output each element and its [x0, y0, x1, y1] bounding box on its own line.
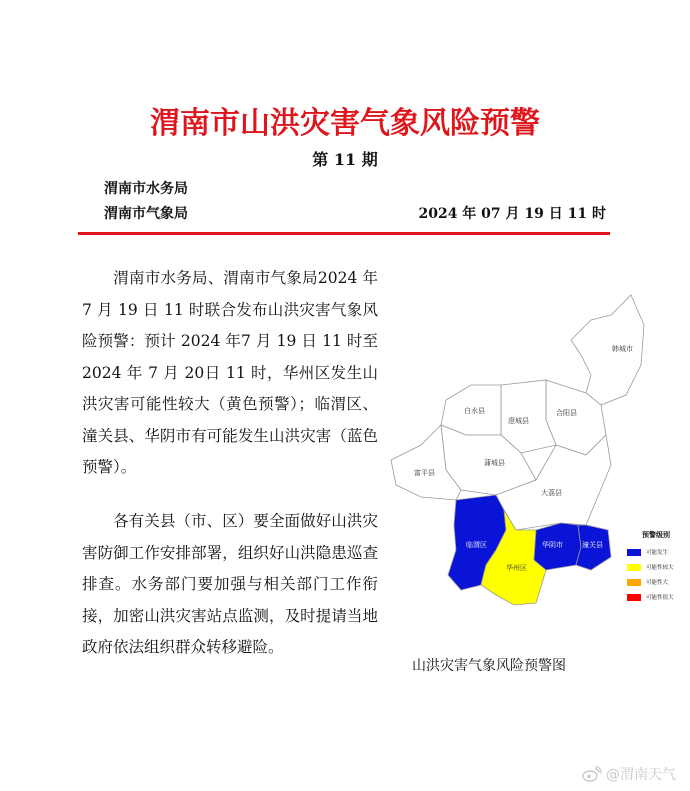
- watermark-text: @渭南天气: [606, 767, 676, 783]
- legend-item: [627, 576, 685, 588]
- map-legend: [627, 530, 685, 606]
- legend-swatch-blue: [627, 549, 641, 556]
- legend-swatch-yellow: [627, 564, 641, 571]
- label-fuping: 富平县: [414, 469, 435, 477]
- legend-swatch-red: [627, 594, 641, 601]
- legend-item: [627, 591, 685, 603]
- issue-number: 第 11 期: [312, 150, 378, 169]
- legend-title: 预警级别: [642, 531, 670, 539]
- agency-water: 渭南市水务局: [104, 181, 188, 197]
- legend-item: [627, 561, 685, 573]
- label-dali: 大荔县: [541, 489, 562, 497]
- legend-swatch-orange: [627, 579, 641, 586]
- county-hancheng: [571, 295, 644, 405]
- label-tongguan: 潼关县: [582, 541, 603, 549]
- legend-label: 可能性大: [646, 580, 669, 586]
- label-linwei: 临渭区: [466, 541, 487, 549]
- watermark: [582, 764, 676, 784]
- paragraph-instructions: [82, 506, 378, 664]
- legend-label: 可能性较大: [646, 565, 674, 571]
- legend-item: [627, 546, 685, 558]
- issue-date: 2024 年 07 月 19 日 11 时: [418, 206, 606, 222]
- label-huazhou: 华州区: [506, 564, 527, 572]
- document-title: 渭南市山洪灾害气象风险预警: [150, 106, 540, 141]
- label-baishui: 白水县: [464, 407, 485, 415]
- paragraph-instructions-text: 各有关县（市、区）要全面做好山洪灾害防御工作安排部署，组织好山洪隐患巡查排查。水务部门要加强与相关部门工作衔接，加密山洪灾害站点监测，及时提请当地政府依法组织群众转移避险。: [82, 512, 378, 656]
- agency-meteorology: 渭南市气象局: [104, 206, 188, 222]
- weibo-icon: [582, 766, 602, 782]
- label-heyang: 合阳县: [556, 409, 577, 417]
- label-hancheng: 韩城市: [612, 345, 633, 353]
- label-pucheng: 蒲城县: [484, 459, 505, 467]
- legend-label: 可能性很大: [646, 595, 674, 601]
- label-chengcheng: 澄城县: [508, 417, 529, 425]
- label-huayin: 华阴市: [542, 541, 563, 549]
- map-caption: 山洪灾害气象风险预警图: [412, 658, 566, 674]
- paragraph-announcement-text: 渭南市水务局、渭南市气象局2024 年 7 月 19 日 11 时联合发布山洪灾害气象风险预警：预计 2024 年7 月 19 日 11 时至 2024 年 7 月 20日 11 时，华州区发生山洪灾害可能性较大（黄色预警）；临渭区、潼关县、华阴市有可能发生山洪灾害（蓝色预警）。: [82, 269, 378, 476]
- header-divider: [78, 232, 610, 235]
- paragraph-announcement: [82, 263, 378, 484]
- legend-label: 可能发生: [646, 550, 669, 556]
